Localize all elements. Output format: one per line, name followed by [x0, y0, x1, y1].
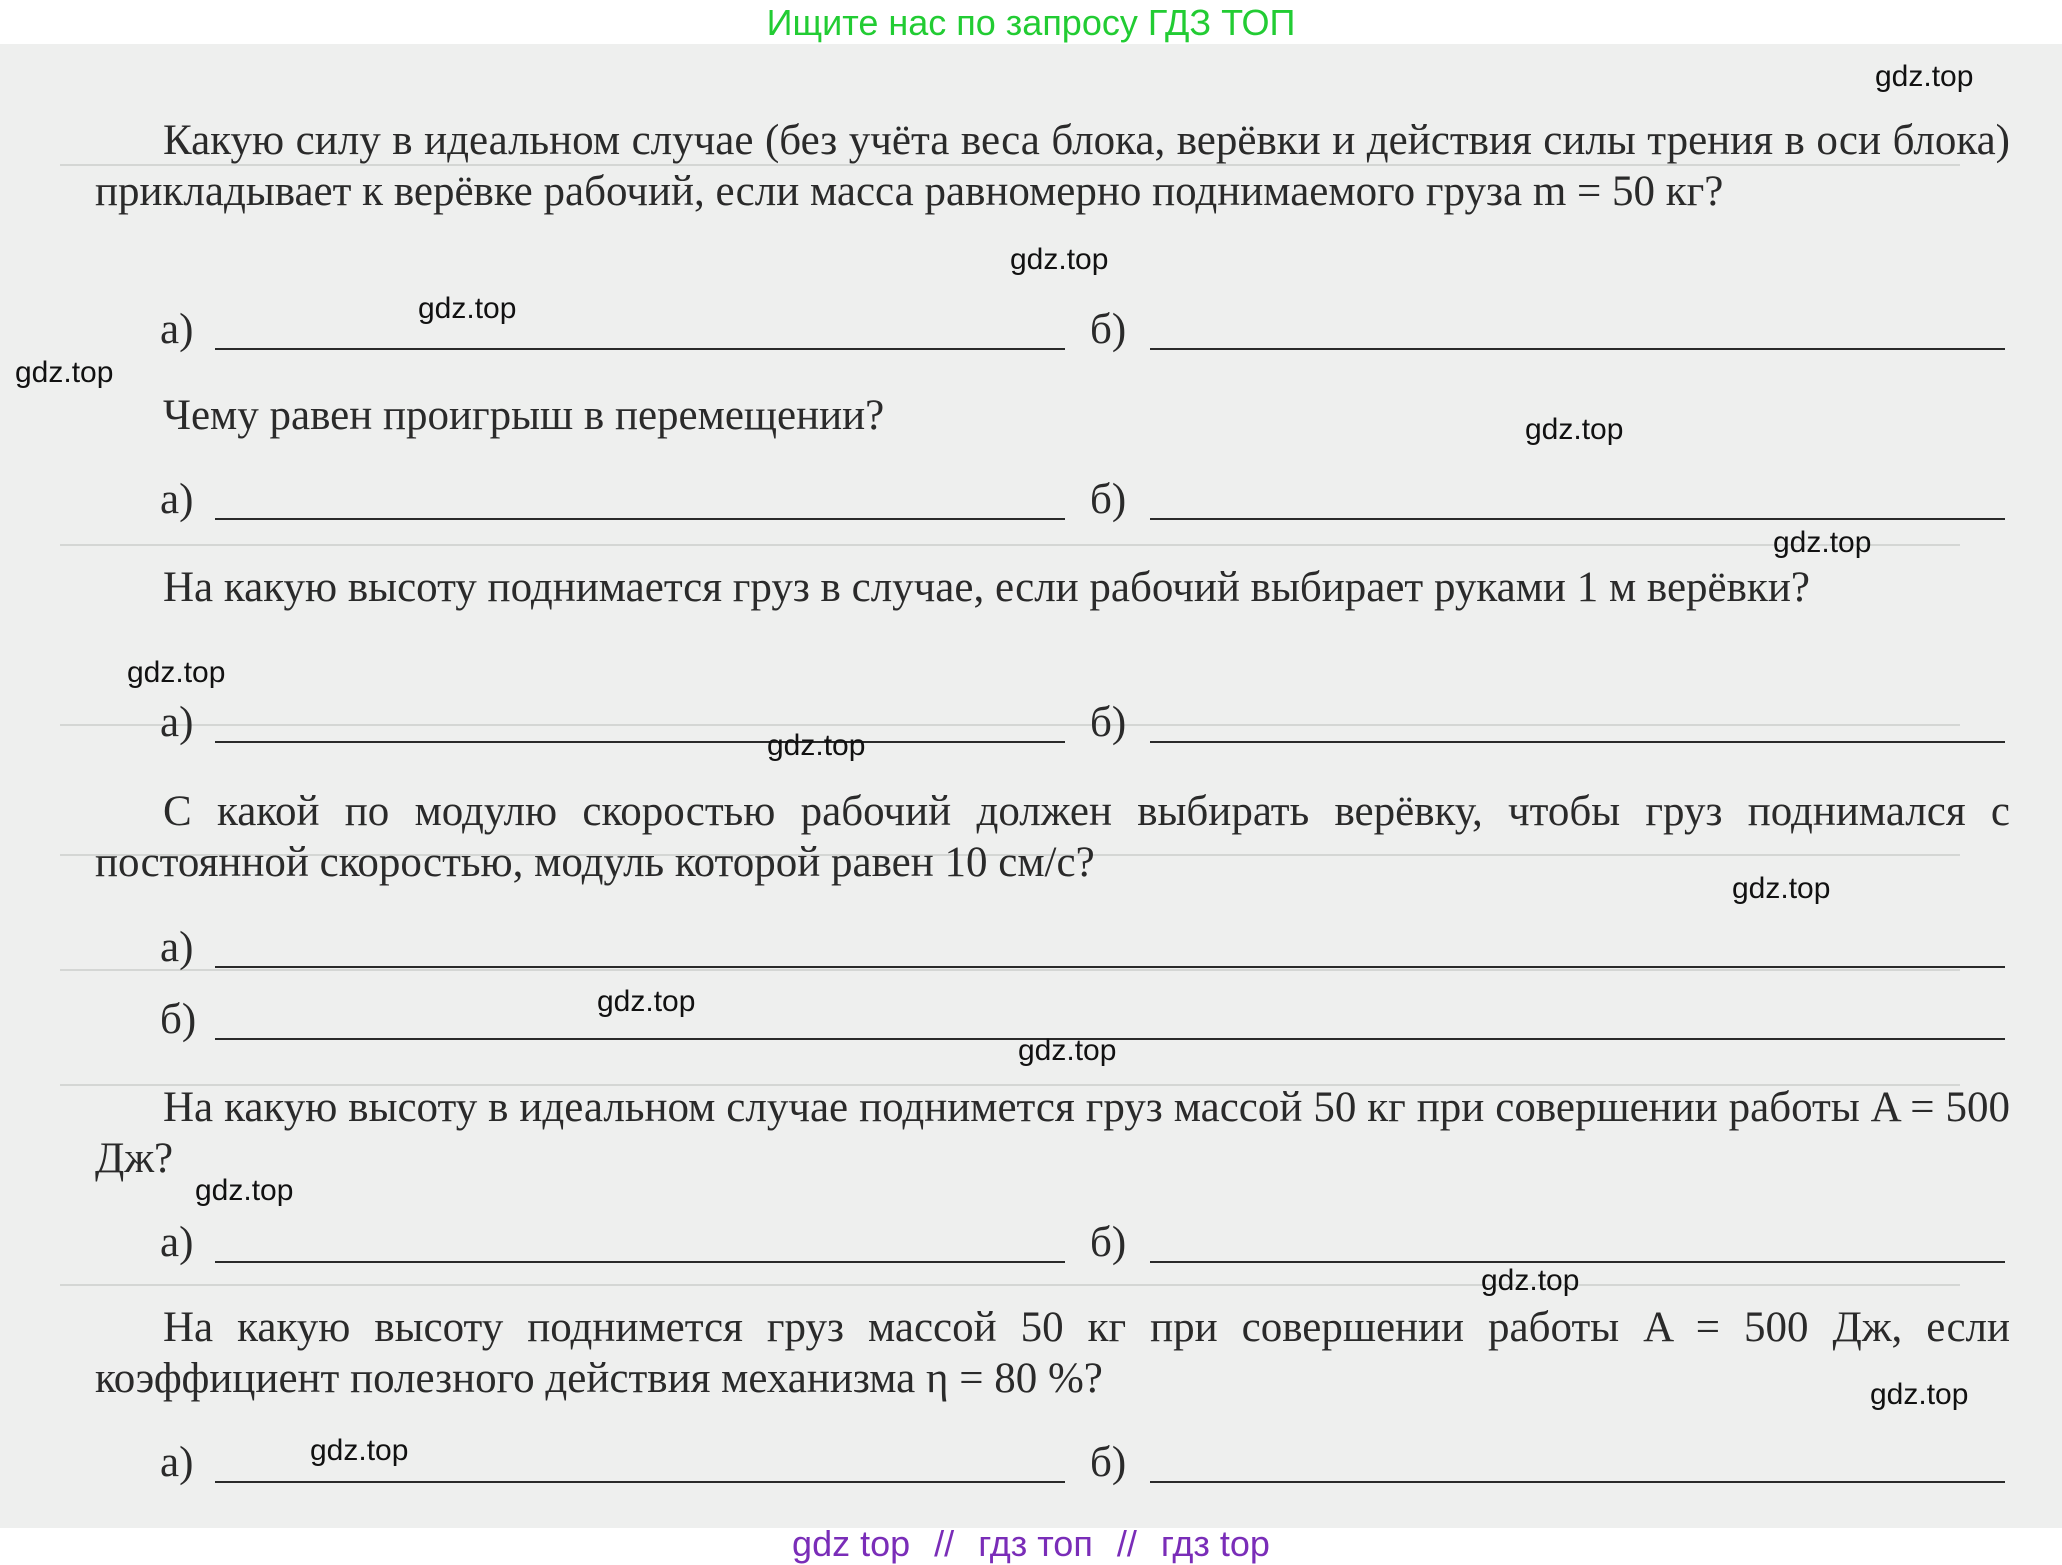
- watermark: gdz.top: [1732, 872, 1831, 905]
- answer-label-b: б): [1090, 1219, 1127, 1266]
- answer-label-a: а): [160, 1439, 194, 1486]
- watermark: gdz.top: [1525, 413, 1624, 446]
- watermark: gdz.top: [1773, 526, 1872, 559]
- answer-label-b: б): [1090, 476, 1127, 523]
- answer-line-a[interactable]: [215, 518, 1065, 520]
- question-displacement-loss: Чему равен проигрыш в перемещении?: [163, 392, 885, 439]
- answer-label-b: б): [1090, 699, 1127, 746]
- answer-row-lift-height: [160, 693, 2005, 753]
- question-lift-height: На какую высоту поднимается груз в случае, если рабочий выбирает руками 1 м верёвки?: [163, 564, 1810, 611]
- watermark: gdz.top: [418, 292, 517, 325]
- watermark: gdz.top: [310, 1434, 409, 1467]
- question-rope-speed: С какой по модулю скоростью рабочий должен выбирать верёвку, чтобы груз поднимался с постоянной скоростью, модуль которой равен 10 см/с?: [95, 788, 2010, 886]
- watermark: gdz.top: [1870, 1378, 1969, 1411]
- answer-line-a[interactable]: [215, 1481, 1065, 1483]
- answer-row-rope-speed-a: [160, 918, 2005, 978]
- answer-line-b[interactable]: [1150, 518, 2005, 520]
- footer-link[interactable]: гдз топ: [978, 1523, 1093, 1564]
- watermark: gdz.top: [195, 1174, 294, 1207]
- footer-link[interactable]: gdz top: [792, 1523, 911, 1564]
- search-banner[interactable]: Ищите нас по запросу ГДЗ ТОП: [766, 2, 1296, 43]
- watermark: gdz.top: [597, 985, 696, 1018]
- answer-line-b[interactable]: [1150, 348, 2005, 350]
- watermark: gdz.top: [1481, 1264, 1580, 1297]
- footer-links: [0, 1523, 2062, 1565]
- answer-row-efficiency-height: [160, 1433, 2005, 1493]
- answer-line-b[interactable]: [1150, 1261, 2005, 1263]
- answer-line-a[interactable]: [215, 1261, 1065, 1263]
- question-force: Какую силу в идеальном случае (без учёта веса блока, верёвки и действия силы трения в оси блока) прикладывает к верёвке рабочий, если масса равномерно поднимаемого груза m = 50 кг?: [95, 117, 2010, 215]
- watermark: gdz.top: [1010, 243, 1109, 276]
- answer-line-a[interactable]: [215, 966, 2005, 968]
- answer-label-a: а): [160, 1219, 194, 1266]
- footer-separator: //: [934, 1523, 955, 1564]
- question-efficiency-height: На какую высоту поднимется груз массой 50 кг при совершении работы A = 500 Дж, если коэффициент полезного действия механизма η = 80 %?: [95, 1304, 2010, 1402]
- watermark: gdz.top: [15, 356, 114, 389]
- answer-row-displacement-loss: [160, 470, 2005, 530]
- answer-line-b[interactable]: [1150, 741, 2005, 743]
- answer-label-a: а): [160, 699, 194, 746]
- answer-label-a: а): [160, 924, 194, 971]
- watermark: gdz.top: [1018, 1034, 1117, 1067]
- answer-line-a[interactable]: [215, 348, 1065, 350]
- watermark: gdz.top: [127, 656, 226, 689]
- answer-label-b: б): [160, 996, 197, 1043]
- answer-label-b: б): [1090, 1439, 1127, 1486]
- answer-line-a[interactable]: [215, 741, 1065, 743]
- footer-link[interactable]: гдз top: [1160, 1523, 1270, 1564]
- answer-label-b: б): [1090, 306, 1127, 353]
- watermark: gdz.top: [767, 729, 866, 762]
- answer-label-a: а): [160, 306, 194, 353]
- answer-row-ideal-height: [160, 1213, 2005, 1273]
- question-ideal-height: На какую высоту в идеальном случае поднимется груз массой 50 кг при совершении работы A = 500 Дж?: [95, 1084, 2010, 1182]
- watermark: gdz.top: [1875, 60, 1974, 93]
- answer-line-b[interactable]: [1150, 1481, 2005, 1483]
- answer-label-a: а): [160, 476, 194, 523]
- footer-separator: //: [1116, 1523, 1137, 1564]
